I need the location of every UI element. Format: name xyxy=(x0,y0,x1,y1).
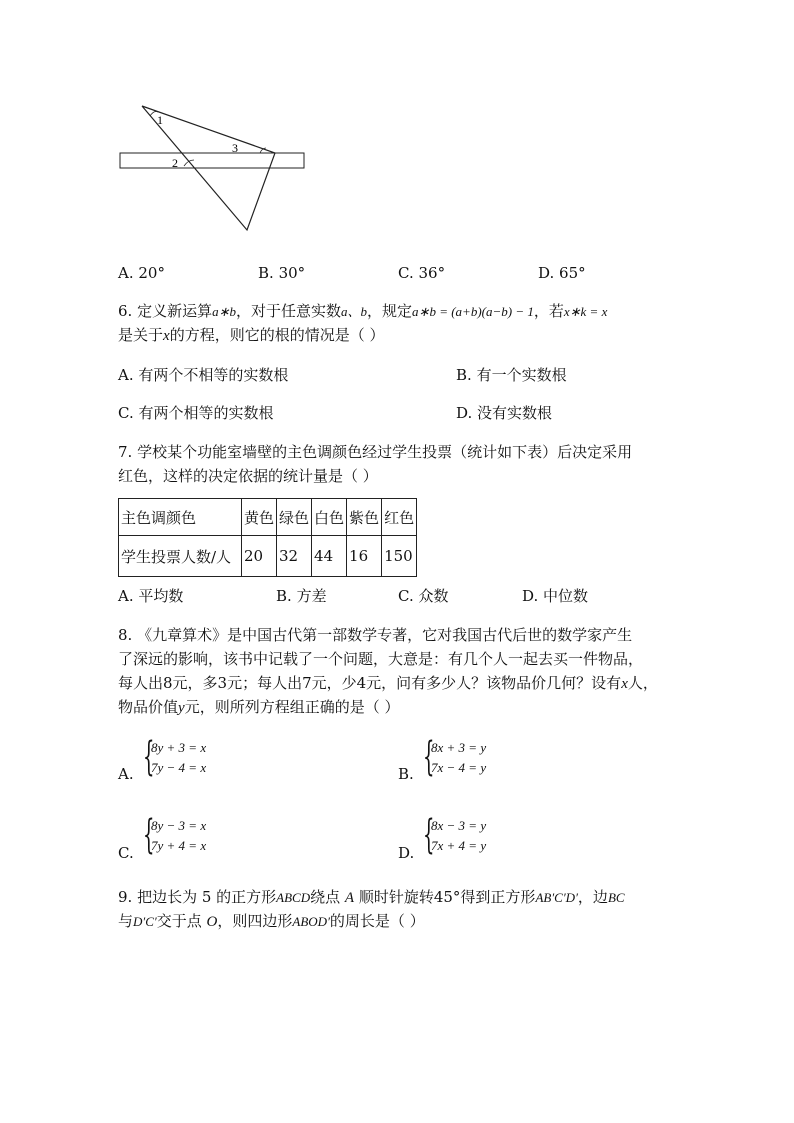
equation-system xyxy=(431,816,486,856)
equation: 7x + 4 = y xyxy=(431,838,487,853)
q9-edge1: BC xyxy=(607,890,625,905)
angle-label-2: 2 xyxy=(172,156,178,170)
q9-square2: AB′C′D′ xyxy=(535,890,578,905)
equation: 7x − 4 = y xyxy=(431,760,487,775)
option-letter: B. xyxy=(398,765,414,783)
q6-op: a∗b xyxy=(212,304,236,319)
equation-system xyxy=(151,816,206,856)
geometry-figure xyxy=(110,98,320,238)
q9-stem-line1 xyxy=(118,887,625,908)
q5-option-d[interactable] xyxy=(538,263,586,283)
q7-option-a[interactable] xyxy=(118,586,183,606)
option-letter: B. xyxy=(456,366,472,384)
option-letter: B. xyxy=(276,587,292,605)
option-text: 30° xyxy=(278,264,306,282)
q8-stem-line2: 了深远的影响，该书中记载了一个问题，大意是：有几个人一起去买一件物品， xyxy=(118,650,644,668)
q8-stem-line1: 8. 《九章算术》是中国古代第一部数学专著，它对我国古代后世的数学家产生 xyxy=(118,626,633,644)
option-letter: D. xyxy=(522,587,539,605)
q7-option-d[interactable] xyxy=(522,586,588,606)
table-cell: 20 xyxy=(242,536,277,577)
option-letter: D. xyxy=(398,844,415,862)
q7-option-c[interactable] xyxy=(398,586,449,606)
angle-label-1: 1 xyxy=(157,113,163,127)
table-cell: 32 xyxy=(277,536,312,577)
q6-option-b[interactable] xyxy=(456,365,567,385)
table-cell: 主色调颜色 xyxy=(119,499,242,536)
q8-stem-line4 xyxy=(118,697,399,718)
q8-text: 元，则所列方程组正确的是（ ） xyxy=(184,698,400,716)
vote-table xyxy=(118,498,417,577)
q8-var-y: y xyxy=(178,700,185,716)
q9-text: ，边 xyxy=(577,888,608,906)
q9-text: 9. 把边长为 5 的正方形 xyxy=(118,888,277,906)
option-text: 36° xyxy=(418,264,446,282)
equation-system xyxy=(151,738,206,778)
q6-option-c[interactable] xyxy=(118,403,274,423)
q6-vars: a、b xyxy=(341,304,368,319)
option-letter: C. xyxy=(398,587,414,605)
option-text: 65° xyxy=(559,264,586,282)
table-row xyxy=(119,499,417,536)
option-letter: D. xyxy=(538,264,555,282)
table-cell: 150 xyxy=(382,536,417,577)
q6-rule: a∗b = (a+b)(a−b) − 1 xyxy=(412,304,534,319)
q9-text: ，则四边形 xyxy=(217,912,293,930)
option-text: 有一个实数根 xyxy=(476,366,567,384)
equation: 8y + 3 = x xyxy=(151,740,207,755)
option-letter: A. xyxy=(118,765,134,783)
brace-icon: { xyxy=(423,812,435,858)
angle-label-3: 3 xyxy=(232,141,238,155)
q8-var-x: x xyxy=(621,676,628,692)
equation: 7y − 4 = x xyxy=(151,760,207,775)
table-cell: 44 xyxy=(312,536,347,577)
q6-stem-line2 xyxy=(118,325,384,346)
q9-point-a: A xyxy=(344,890,355,906)
brace-icon: { xyxy=(143,812,155,858)
table-cell: 学生投票人数/人 xyxy=(119,536,242,577)
option-letter: A. xyxy=(118,587,134,605)
q9-text: 与 xyxy=(118,912,134,930)
q7-stem-line1: 7. 学校某个功能室墙壁的主色调颜色经过学生投票（统计如下表）后决定采用 xyxy=(118,443,633,461)
q6-cond: x∗k = x xyxy=(563,304,608,319)
q9-text: 交于点 xyxy=(156,912,207,930)
q6-text: ，规定 xyxy=(367,302,413,320)
equation: 8x − 3 = y xyxy=(431,818,487,833)
q9-text: 顺时针旋转45°得到正方形 xyxy=(354,888,536,906)
brace-icon: { xyxy=(423,734,435,780)
option-letter: A. xyxy=(118,366,134,384)
q6-text: 6. 定义新运算 xyxy=(118,302,213,320)
table-cell: 红色 xyxy=(382,499,417,536)
option-text: 众数 xyxy=(418,587,449,605)
angle-arc-3 xyxy=(260,148,266,153)
q8-text: 每人出8元，多3元；每人出7元，少4元，问有多少人？该物品价几何？设有 xyxy=(118,674,622,692)
option-text: 有两个相等的实数根 xyxy=(138,404,274,422)
option-letter: C. xyxy=(398,264,414,282)
table-cell: 紫色 xyxy=(347,499,382,536)
q6-stem-line1 xyxy=(118,301,607,322)
q6-text: ，对于任意实数 xyxy=(236,302,342,320)
q5-option-c[interactable] xyxy=(398,263,445,283)
q9-square1: ABCD xyxy=(276,890,311,905)
table-cell: 白色 xyxy=(312,499,347,536)
q6-option-a[interactable] xyxy=(118,365,288,385)
option-text: 有两个不相等的实数根 xyxy=(138,366,289,384)
option-letter: B. xyxy=(258,264,274,282)
option-text: 没有实数根 xyxy=(477,404,553,422)
q9-text: 绕点 xyxy=(310,888,345,906)
option-text: 中位数 xyxy=(543,587,589,605)
table-row xyxy=(119,536,417,577)
q7-stem-line2: 红色，这样的决定依据的统计量是（ ） xyxy=(118,467,378,485)
option-letter: A. xyxy=(118,264,134,282)
q6-text: 的方程，则它的根的情况是（ ） xyxy=(169,326,385,344)
q5-option-b[interactable] xyxy=(258,263,305,283)
option-text: 方差 xyxy=(296,587,327,605)
equation: 8x + 3 = y xyxy=(431,740,487,755)
q9-edge2: D′C′ xyxy=(133,914,157,929)
q6-text: 是关于 xyxy=(118,326,164,344)
option-text: 20° xyxy=(138,264,165,282)
q6-option-d[interactable] xyxy=(456,403,552,423)
q5-option-a[interactable] xyxy=(118,263,165,283)
option-letter: D. xyxy=(456,404,473,422)
ruler-strip xyxy=(120,153,304,168)
q6-var: x xyxy=(163,328,170,344)
table-cell: 绿色 xyxy=(277,499,312,536)
equation: 8y − 3 = x xyxy=(151,818,207,833)
q9-point-o: O xyxy=(206,914,218,930)
q7-option-b[interactable] xyxy=(276,586,327,606)
q8-text: 人， xyxy=(627,674,658,692)
option-letter: C. xyxy=(118,844,134,862)
q9-stem-line2 xyxy=(118,911,425,932)
q8-text: 物品价值 xyxy=(118,698,179,716)
equation: 7y + 4 = x xyxy=(151,838,207,853)
equation-system xyxy=(431,738,486,778)
brace-icon: { xyxy=(143,734,155,780)
table-cell: 黄色 xyxy=(242,499,277,536)
option-letter: C. xyxy=(118,404,134,422)
q9-text: 的周长是（ ） xyxy=(329,912,425,930)
table-cell: 16 xyxy=(347,536,382,577)
q9-quad: ABOD′ xyxy=(292,914,330,929)
q8-stem-line3 xyxy=(118,673,658,694)
q6-text: ，若 xyxy=(533,302,564,320)
option-text: 平均数 xyxy=(138,587,184,605)
